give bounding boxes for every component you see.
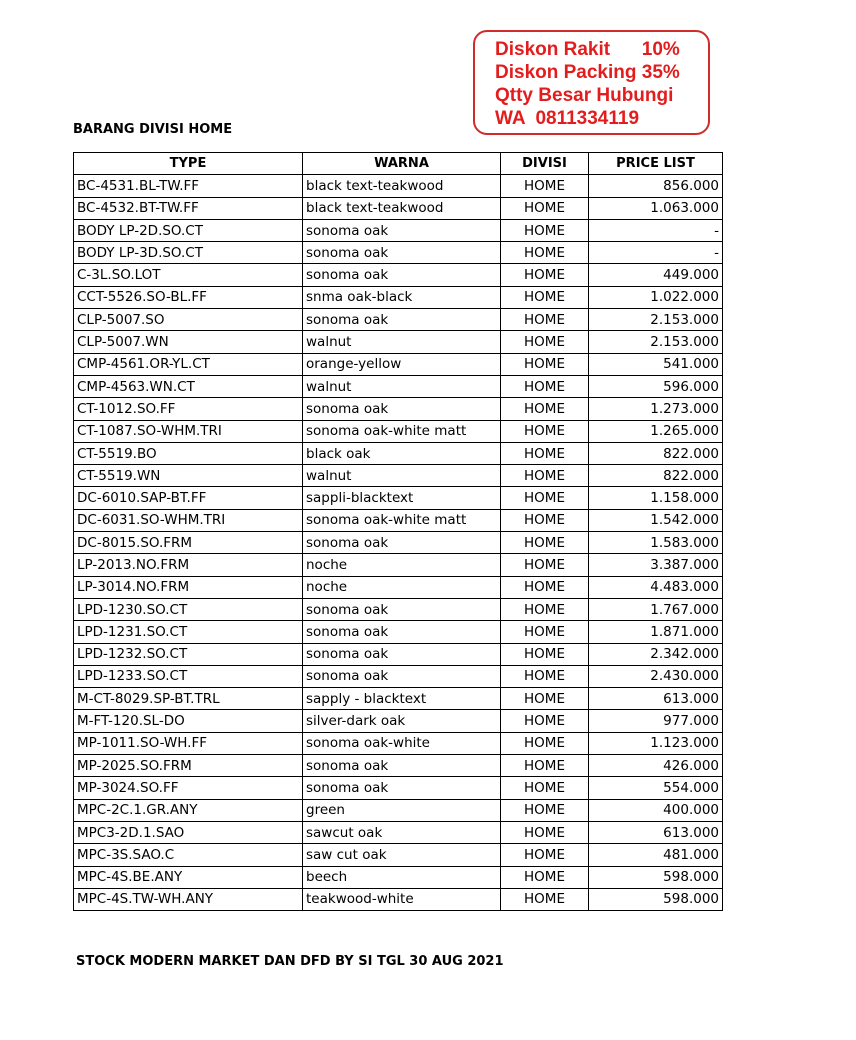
cell-divisi: HOME <box>501 487 589 509</box>
cell-warna: sonoma oak <box>303 598 501 620</box>
table-row <box>74 621 723 643</box>
table-body <box>74 175 723 911</box>
cell-warna: sonoma oak-white <box>303 732 501 754</box>
table-row <box>74 420 723 442</box>
promo-line-rakit: Diskon Rakit 10% <box>495 39 680 60</box>
cell-price: 541.000 <box>589 353 723 375</box>
cell-type: MP-3024.SO.FF <box>74 777 303 799</box>
cell-price: 1.273.000 <box>589 398 723 420</box>
cell-type: MPC-4S.TW-WH.ANY <box>74 888 303 910</box>
table-row <box>74 309 723 331</box>
cell-warna: walnut <box>303 375 501 397</box>
cell-divisi: HOME <box>501 197 589 219</box>
cell-warna: sonoma oak <box>303 777 501 799</box>
cell-divisi: HOME <box>501 777 589 799</box>
cell-divisi: HOME <box>501 375 589 397</box>
cell-price: 1.871.000 <box>589 621 723 643</box>
cell-type: MPC-3S.SAO.C <box>74 844 303 866</box>
cell-type: CT-5519.WN <box>74 465 303 487</box>
cell-divisi: HOME <box>501 688 589 710</box>
cell-price: 822.000 <box>589 465 723 487</box>
cell-warna: sonoma oak <box>303 219 501 241</box>
cell-type: LPD-1232.SO.CT <box>74 643 303 665</box>
cell-warna: noche <box>303 576 501 598</box>
cell-price: 822.000 <box>589 442 723 464</box>
cell-divisi: HOME <box>501 598 589 620</box>
cell-divisi: HOME <box>501 844 589 866</box>
cell-warna: snma oak-black <box>303 286 501 308</box>
table-row <box>74 844 723 866</box>
cell-warna: sonoma oak <box>303 755 501 777</box>
cell-divisi: HOME <box>501 665 589 687</box>
table-row <box>74 554 723 576</box>
cell-warna: sonoma oak <box>303 665 501 687</box>
cell-price: 613.000 <box>589 821 723 843</box>
table-row <box>74 286 723 308</box>
cell-divisi: HOME <box>501 532 589 554</box>
table-row <box>74 398 723 420</box>
cell-type: DC-6031.SO-WHM.TRI <box>74 509 303 531</box>
cell-price: 977.000 <box>589 710 723 732</box>
cell-price: 481.000 <box>589 844 723 866</box>
cell-warna: green <box>303 799 501 821</box>
cell-price: 1.123.000 <box>589 732 723 754</box>
table-row <box>74 799 723 821</box>
cell-type: BODY LP-3D.SO.CT <box>74 242 303 264</box>
cell-type: M-FT-120.SL-DO <box>74 710 303 732</box>
cell-price: 2.153.000 <box>589 309 723 331</box>
cell-warna: sonoma oak-white matt <box>303 420 501 442</box>
cell-price: 449.000 <box>589 264 723 286</box>
promo-line-wa: WA 0811334119 <box>495 108 640 129</box>
cell-warna: beech <box>303 866 501 888</box>
table-row <box>74 732 723 754</box>
cell-price: - <box>589 242 723 264</box>
table-row <box>74 353 723 375</box>
table-row <box>74 509 723 531</box>
table-row <box>74 532 723 554</box>
cell-divisi: HOME <box>501 353 589 375</box>
cell-warna: sonoma oak <box>303 264 501 286</box>
cell-divisi: HOME <box>501 799 589 821</box>
cell-warna: black oak <box>303 442 501 464</box>
cell-warna: sapply - blacktext <box>303 688 501 710</box>
header-warna: WARNA <box>303 153 501 175</box>
table-row <box>74 219 723 241</box>
cell-type: LPD-1233.SO.CT <box>74 665 303 687</box>
cell-type: LPD-1230.SO.CT <box>74 598 303 620</box>
table-row <box>74 197 723 219</box>
table-row <box>74 331 723 353</box>
cell-price: 426.000 <box>589 755 723 777</box>
header-price-list: PRICE LIST <box>589 153 723 175</box>
discount-promo-box <box>473 30 710 135</box>
table-row <box>74 688 723 710</box>
table-row <box>74 442 723 464</box>
cell-divisi: HOME <box>501 509 589 531</box>
cell-type: MP-1011.SO-WH.FF <box>74 732 303 754</box>
cell-type: M-CT-8029.SP-BT.TRL <box>74 688 303 710</box>
cell-price: - <box>589 219 723 241</box>
cell-divisi: HOME <box>501 175 589 197</box>
stock-footer-note: STOCK MODERN MARKET DAN DFD BY SI TGL 30 AUG 2021 <box>76 954 504 969</box>
cell-price: 2.430.000 <box>589 665 723 687</box>
cell-warna: walnut <box>303 331 501 353</box>
cell-divisi: HOME <box>501 442 589 464</box>
table-header-row <box>74 153 723 175</box>
cell-warna: walnut <box>303 465 501 487</box>
cell-price: 1.063.000 <box>589 197 723 219</box>
cell-warna: black text-teakwood <box>303 175 501 197</box>
cell-type: CT-5519.BO <box>74 442 303 464</box>
cell-warna: sonoma oak <box>303 242 501 264</box>
cell-divisi: HOME <box>501 710 589 732</box>
cell-price: 1.767.000 <box>589 598 723 620</box>
cell-price: 598.000 <box>589 866 723 888</box>
cell-warna: sonoma oak <box>303 398 501 420</box>
cell-warna: sonoma oak <box>303 643 501 665</box>
cell-price: 596.000 <box>589 375 723 397</box>
cell-price: 2.342.000 <box>589 643 723 665</box>
cell-price: 1.158.000 <box>589 487 723 509</box>
cell-divisi: HOME <box>501 866 589 888</box>
cell-divisi: HOME <box>501 331 589 353</box>
cell-type: LPD-1231.SO.CT <box>74 621 303 643</box>
cell-type: CMP-4563.WN.CT <box>74 375 303 397</box>
cell-price: 1.265.000 <box>589 420 723 442</box>
cell-price: 1.583.000 <box>589 532 723 554</box>
cell-warna: black text-teakwood <box>303 197 501 219</box>
cell-divisi: HOME <box>501 755 589 777</box>
cell-warna: sonoma oak-white matt <box>303 509 501 531</box>
cell-price: 2.153.000 <box>589 331 723 353</box>
cell-divisi: HOME <box>501 732 589 754</box>
cell-divisi: HOME <box>501 643 589 665</box>
cell-type: CMP-4561.OR-YL.CT <box>74 353 303 375</box>
cell-divisi: HOME <box>501 242 589 264</box>
cell-type: DC-6010.SAP-BT.FF <box>74 487 303 509</box>
promo-line-qty: Qtty Besar Hubungi <box>495 85 674 106</box>
cell-type: BODY LP-2D.SO.CT <box>74 219 303 241</box>
cell-divisi: HOME <box>501 398 589 420</box>
table-row <box>74 598 723 620</box>
table-row <box>74 465 723 487</box>
cell-warna: sawcut oak <box>303 821 501 843</box>
header-type: TYPE <box>74 153 303 175</box>
cell-type: DC-8015.SO.FRM <box>74 532 303 554</box>
cell-price: 856.000 <box>589 175 723 197</box>
cell-warna: orange-yellow <box>303 353 501 375</box>
cell-divisi: HOME <box>501 264 589 286</box>
table-row <box>74 643 723 665</box>
cell-divisi: HOME <box>501 621 589 643</box>
cell-divisi: HOME <box>501 420 589 442</box>
cell-warna: silver-dark oak <box>303 710 501 732</box>
cell-type: LP-2013.NO.FRM <box>74 554 303 576</box>
table-row <box>74 576 723 598</box>
document-title: BARANG DIVISI HOME <box>73 122 233 137</box>
table-row <box>74 821 723 843</box>
cell-price: 1.022.000 <box>589 286 723 308</box>
table-row <box>74 665 723 687</box>
table-row <box>74 888 723 910</box>
table-row <box>74 264 723 286</box>
price-list-table <box>73 152 723 911</box>
cell-type: CLP-5007.SO <box>74 309 303 331</box>
table-row <box>74 242 723 264</box>
cell-divisi: HOME <box>501 465 589 487</box>
cell-type: BC-4531.BL-TW.FF <box>74 175 303 197</box>
cell-price: 613.000 <box>589 688 723 710</box>
cell-divisi: HOME <box>501 309 589 331</box>
cell-price: 598.000 <box>589 888 723 910</box>
cell-type: MPC-2C.1.GR.ANY <box>74 799 303 821</box>
table-row <box>74 710 723 732</box>
table-row <box>74 866 723 888</box>
cell-price: 554.000 <box>589 777 723 799</box>
cell-price: 1.542.000 <box>589 509 723 531</box>
cell-type: CT-1012.SO.FF <box>74 398 303 420</box>
cell-price: 3.387.000 <box>589 554 723 576</box>
table-row <box>74 487 723 509</box>
cell-type: CLP-5007.WN <box>74 331 303 353</box>
cell-type: C-3L.SO.LOT <box>74 264 303 286</box>
table-row <box>74 375 723 397</box>
table-row <box>74 175 723 197</box>
cell-type: BC-4532.BT-TW.FF <box>74 197 303 219</box>
cell-warna: saw cut oak <box>303 844 501 866</box>
cell-warna: sonoma oak <box>303 532 501 554</box>
cell-divisi: HOME <box>501 219 589 241</box>
cell-divisi: HOME <box>501 286 589 308</box>
table-row <box>74 777 723 799</box>
cell-warna: sappli-blacktext <box>303 487 501 509</box>
cell-divisi: HOME <box>501 554 589 576</box>
cell-warna: sonoma oak <box>303 621 501 643</box>
cell-type: CT-1087.SO-WHM.TRI <box>74 420 303 442</box>
cell-divisi: HOME <box>501 888 589 910</box>
cell-divisi: HOME <box>501 576 589 598</box>
table-row <box>74 755 723 777</box>
cell-divisi: HOME <box>501 821 589 843</box>
cell-price: 4.483.000 <box>589 576 723 598</box>
cell-type: LP-3014.NO.FRM <box>74 576 303 598</box>
cell-type: CCT-5526.SO-BL.FF <box>74 286 303 308</box>
header-divisi: DIVISI <box>501 153 589 175</box>
cell-price: 400.000 <box>589 799 723 821</box>
cell-type: MPC-4S.BE.ANY <box>74 866 303 888</box>
cell-warna: teakwood-white <box>303 888 501 910</box>
cell-type: MP-2025.SO.FRM <box>74 755 303 777</box>
promo-line-packing: Diskon Packing 35% <box>495 62 680 83</box>
cell-warna: noche <box>303 554 501 576</box>
cell-warna: sonoma oak <box>303 309 501 331</box>
cell-type: MPC3-2D.1.SAO <box>74 821 303 843</box>
